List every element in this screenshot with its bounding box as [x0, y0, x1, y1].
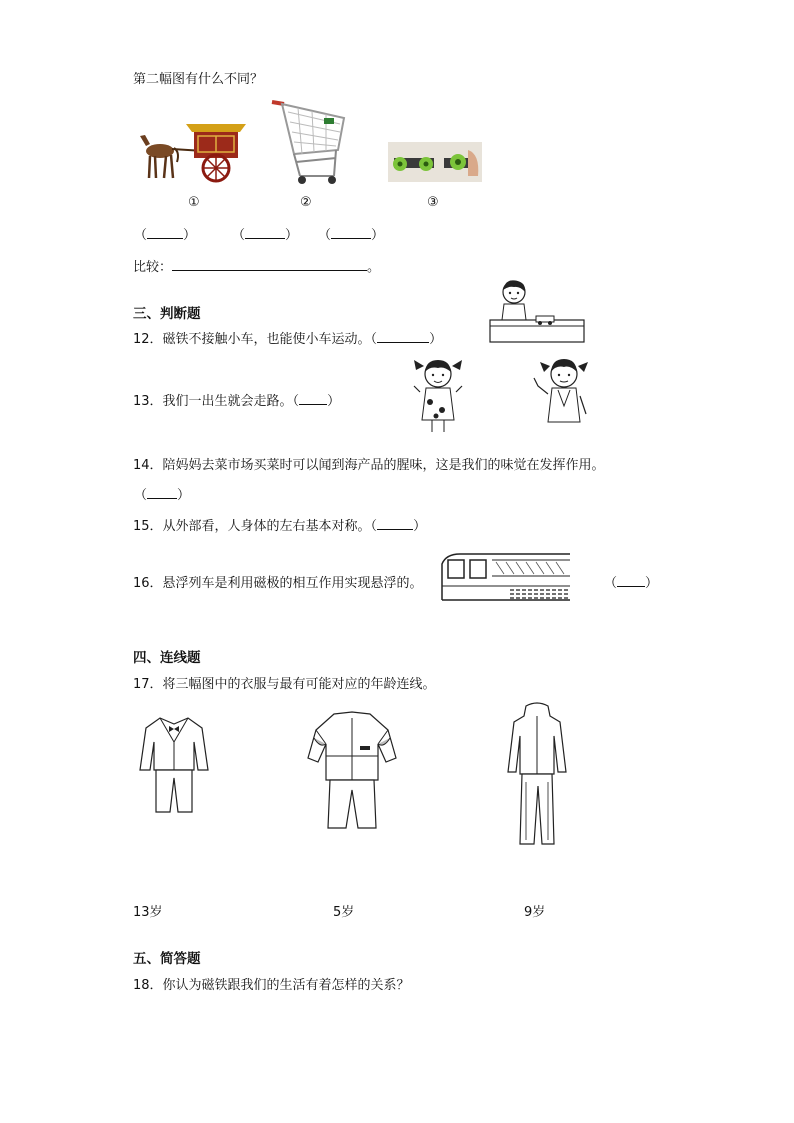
- image-label-1: ①: [188, 195, 200, 210]
- compare-label: 比较：: [133, 260, 173, 275]
- image-label-2: ②: [300, 195, 312, 210]
- q15-answer-blank[interactable]: [377, 517, 413, 530]
- question-11-intro: 第二幅图有什么不同？: [133, 72, 264, 87]
- girl-pointing-image: [530, 356, 594, 434]
- question-17: 17．将三幅图中的衣服与最有可能对应的年龄连线。: [133, 677, 436, 692]
- q12-answer-blank[interactable]: [377, 330, 429, 343]
- hooded-tracksuit-outfit-image[interactable]: [504, 702, 570, 848]
- girl-magnet-car-image: [486, 278, 590, 348]
- age-label-9[interactable]: 9岁: [524, 905, 546, 920]
- question-13: 13．我们一出生就会走路。（ ）: [133, 394, 341, 409]
- kids-suit-outfit-image[interactable]: [136, 712, 212, 818]
- answer-blank-2[interactable]: （ ）: [232, 228, 299, 243]
- age-label-5[interactable]: 5岁: [333, 905, 355, 920]
- question-16: 16．悬浮列车是利用磁极的相互作用实现悬浮的。: [133, 576, 423, 591]
- q16-answer-blank[interactable]: （ ）: [604, 576, 659, 591]
- question-18: 18．你认为磁铁跟我们的生活有着怎样的关系？: [133, 978, 410, 993]
- magnet-cars-image: [388, 142, 482, 182]
- question-12: 12．磁铁不接触小车，也能使小车运动。（ ）: [133, 332, 443, 347]
- section-3-title: 三、判断题: [133, 306, 201, 322]
- shopping-cart-image: [268, 98, 350, 186]
- horse-carriage-image: [136, 118, 248, 184]
- question-15: 15．从外部看，人身体的左右基本对称。（ ）: [133, 519, 427, 534]
- puffy-jacket-outfit-image[interactable]: [306, 708, 398, 834]
- baby-girl-image: [408, 356, 470, 436]
- maglev-train-image: [440, 550, 572, 608]
- compare-line[interactable]: 比较： 。: [133, 260, 381, 275]
- section-5-title: 五、简答题: [133, 951, 201, 967]
- answer-blank-3[interactable]: （ ）: [318, 228, 385, 243]
- answer-blank-1[interactable]: （ ）: [134, 228, 197, 243]
- image-label-3: ③: [427, 195, 439, 210]
- section-4-title: 四、连线题: [133, 650, 201, 666]
- q14-answer-blank[interactable]: （ ）: [134, 488, 191, 503]
- age-label-13[interactable]: 13岁: [133, 905, 163, 920]
- q13-answer-blank[interactable]: [299, 392, 327, 405]
- question-14: 14．陪妈妈去菜市场买菜时可以闻到海产品的腥味，这是我们的味觉在发挥作用。: [133, 458, 605, 473]
